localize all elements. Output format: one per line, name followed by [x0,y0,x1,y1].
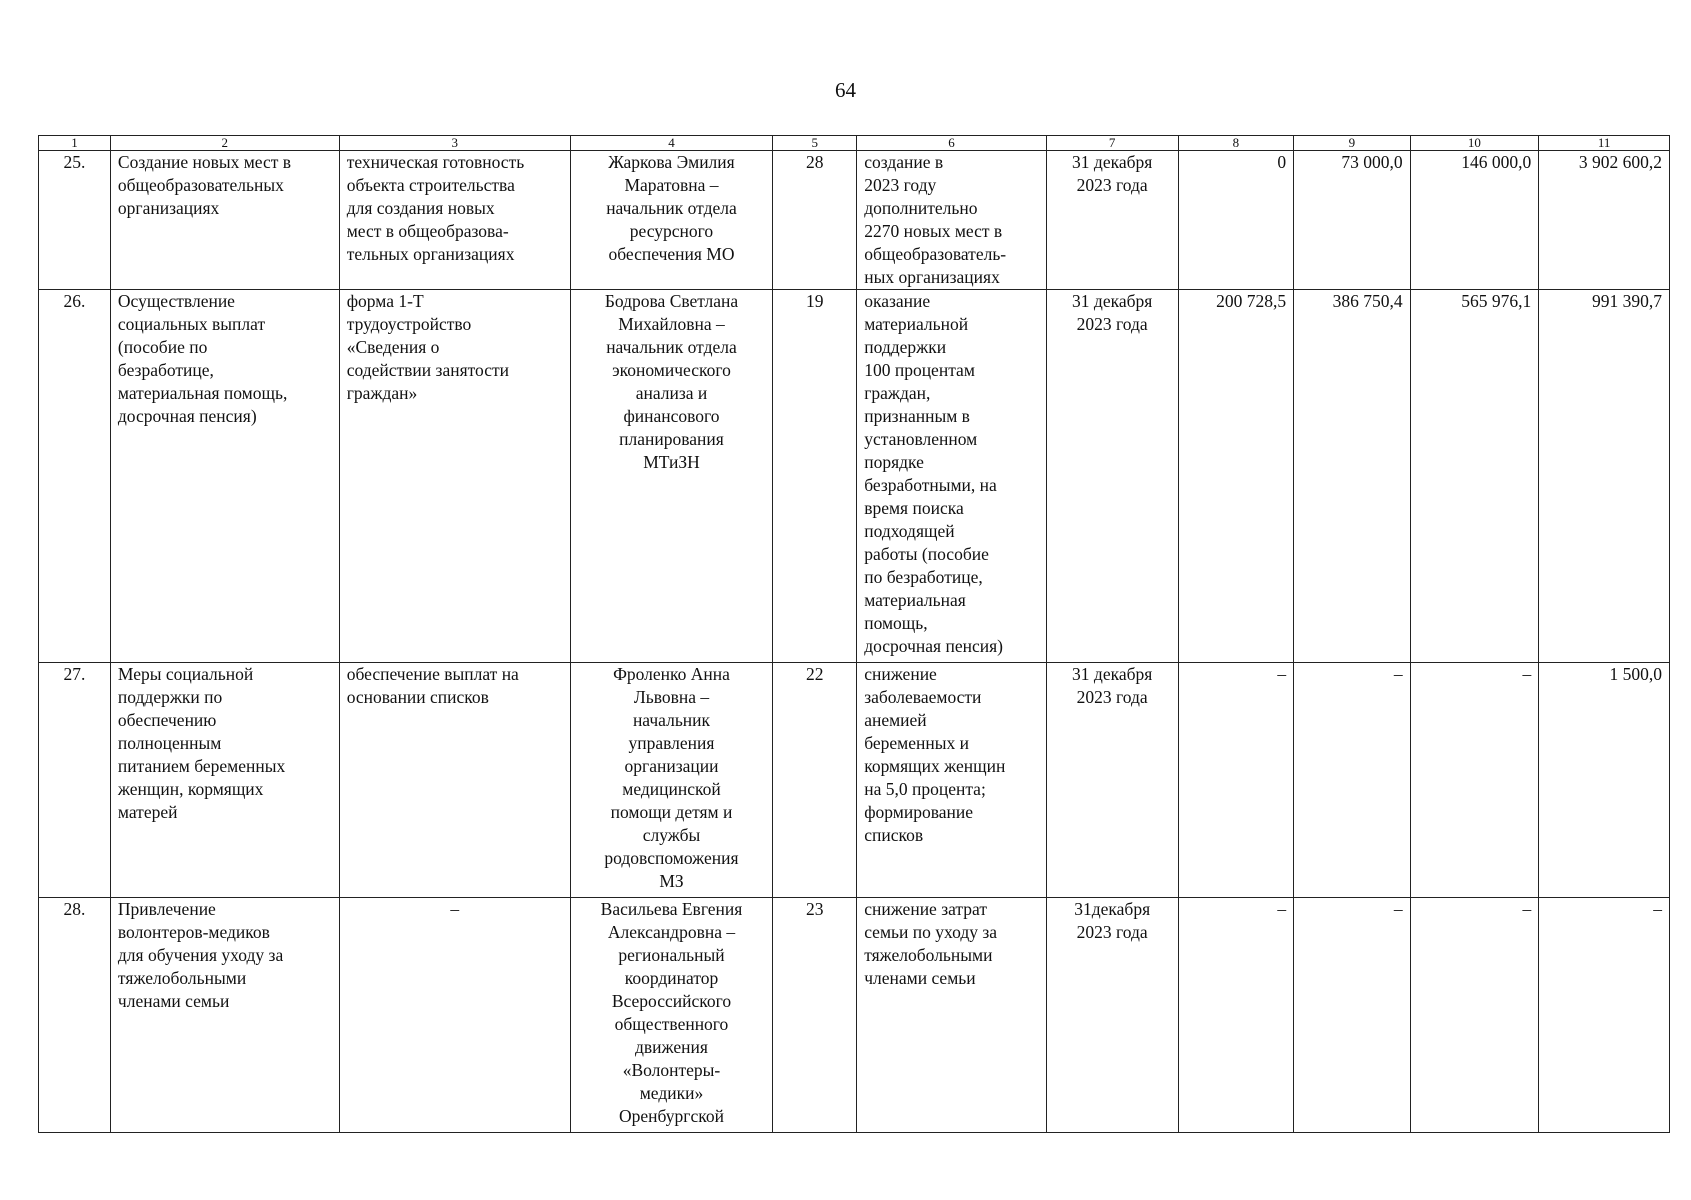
value-col-11: 1 500,0 [1539,663,1670,898]
responsible-person: Бодрова Светлана Михайловна – начальник отдела экономического анализа и финансового планирования МТиЗН [570,290,773,663]
indicator: – [339,898,570,1133]
column-number: 4 [570,136,773,151]
value-col-9: 73 000,0 [1294,151,1411,290]
column-number: 8 [1178,136,1293,151]
value-col-8: 0 [1178,151,1293,290]
deadline: 31декабря 2023 года [1046,898,1178,1133]
column-number: 5 [773,136,857,151]
value-col-9: – [1294,898,1411,1133]
code: 22 [773,663,857,898]
code: 23 [773,898,857,1133]
column-number: 10 [1410,136,1539,151]
value-col-10: 146 000,0 [1410,151,1539,290]
expected-result: создание в 2023 году дополнительно 2270 новых мест в общеобразователь- ных организациях [857,151,1047,290]
measure-name: Привлечение волонтеров-медиков для обучения уходу за тяжелобольными членами семьи [110,898,339,1133]
expected-result: снижение заболеваемости анемией беременных и кормящих женщин на 5,0 процента; формирование списков [857,663,1047,898]
value-col-11: 991 390,7 [1539,290,1670,663]
column-number: 1 [39,136,111,151]
program-table [38,135,1670,1133]
value-col-8: 200 728,5 [1178,290,1293,663]
row-number: 27. [39,663,111,898]
code: 19 [773,290,857,663]
value-col-9: 386 750,4 [1294,290,1411,663]
value-col-9: – [1294,663,1411,898]
page-number: 64 [835,78,856,102]
table-row [39,290,1670,663]
table-row [39,151,1670,290]
deadline: 31 декабря 2023 года [1046,663,1178,898]
value-col-10: – [1410,663,1539,898]
value-col-10: – [1410,898,1539,1133]
deadline: 31 декабря 2023 года [1046,290,1178,663]
indicator: форма 1-Т трудоустройство «Сведения о содействии занятости граждан» [339,290,570,663]
table-row [39,663,1670,898]
row-number: 25. [39,151,111,290]
column-number: 11 [1539,136,1670,151]
value-col-11: – [1539,898,1670,1133]
column-number: 6 [857,136,1047,151]
responsible-person: Жаркова Эмилия Маратовна – начальник отдела ресурсного обеспечения МО [570,151,773,290]
measure-name: Меры социальной поддержки по обеспечению полноценным питанием беременных женщин, кормящих матерей [110,663,339,898]
measure-name: Создание новых мест в общеобразовательных организациях [110,151,339,290]
responsible-person: Васильева Евгения Александровна – региональный координатор Всероссийского общественного движения «Волонтеры- медики» Оренбургской [570,898,773,1133]
column-number: 2 [110,136,339,151]
value-col-8: – [1178,898,1293,1133]
measure-name: Осуществление социальных выплат (пособие по безработице, материальная помощь, досрочная пенсия) [110,290,339,663]
responsible-person: Фроленко Анна Львовна – начальник управления организации медицинской помощи детям и службы родовспоможения МЗ [570,663,773,898]
expected-result: снижение затрат семьи по уходу за тяжелобольными членами семьи [857,898,1047,1133]
row-number: 28. [39,898,111,1133]
row-number: 26. [39,290,111,663]
code: 28 [773,151,857,290]
expected-result: оказание материальной поддержки 100 процентам граждан, признанным в установленном порядке безработными, на время поиска подходящей работы (пособие по безработице, материальная помощь, досрочная пенсия) [857,290,1047,663]
indicator: техническая готовность объекта строительства для создания новых мест в общеобразова- тельных организациях [339,151,570,290]
column-number: 7 [1046,136,1178,151]
column-number-header-row [39,136,1670,151]
value-col-11: 3 902 600,2 [1539,151,1670,290]
indicator: обеспечение выплат на основании списков [339,663,570,898]
value-col-8: – [1178,663,1293,898]
column-number: 3 [339,136,570,151]
column-number: 9 [1294,136,1411,151]
value-col-10: 565 976,1 [1410,290,1539,663]
deadline: 31 декабря 2023 года [1046,151,1178,290]
table-row [39,898,1670,1133]
